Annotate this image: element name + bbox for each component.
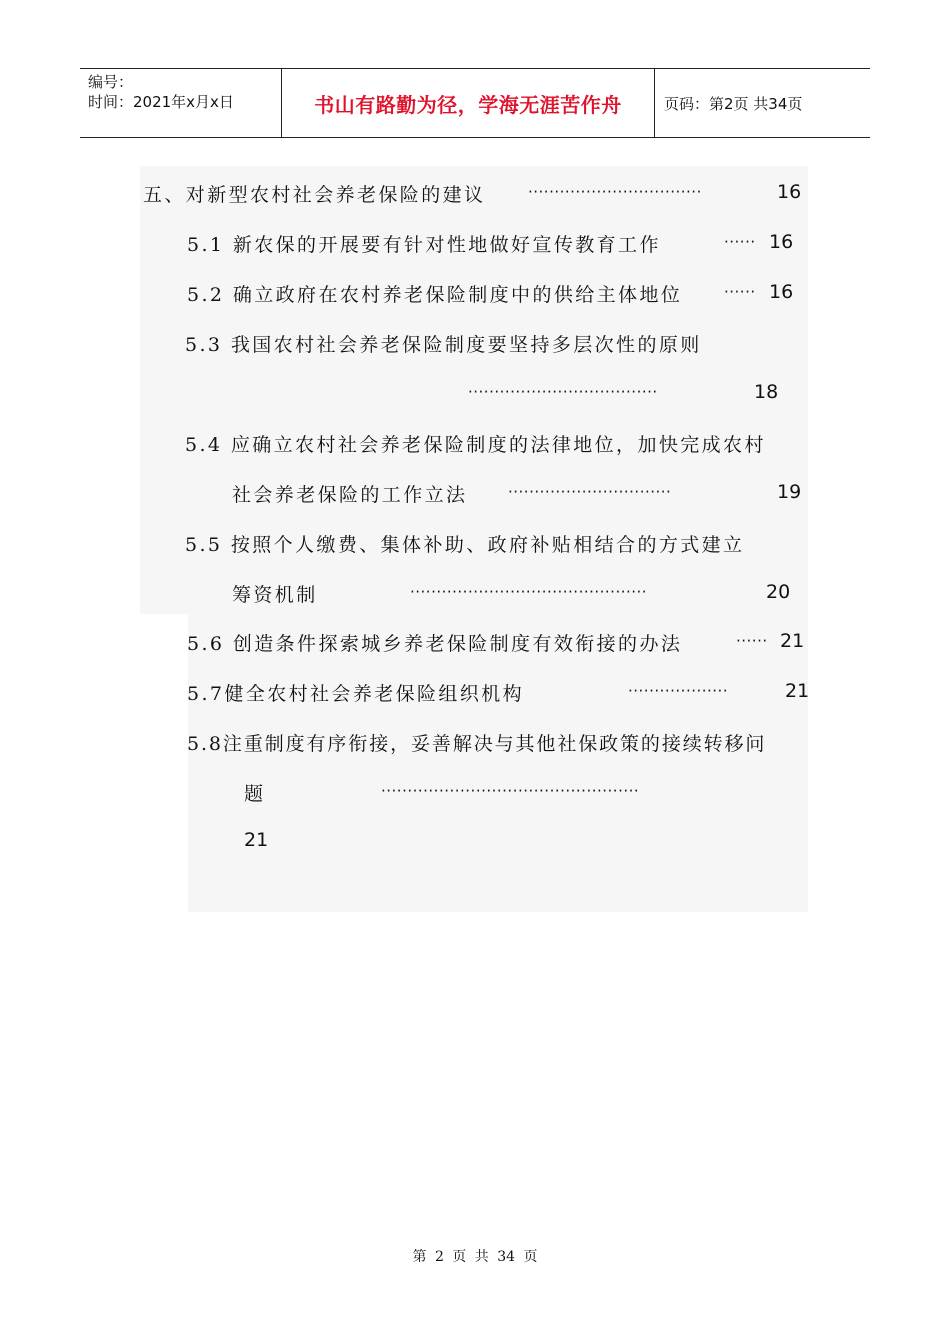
toc-background xyxy=(140,314,808,614)
toc-entry-title-continued: 社会养老保险的工作立法 xyxy=(232,484,468,506)
toc-page-number: 16 xyxy=(777,181,802,203)
toc-page-number: 16 xyxy=(769,231,794,253)
toc-page-number: 21 xyxy=(244,829,269,851)
header-motto: 书山有路勤为径，学海无涯苦作舟 xyxy=(314,92,622,117)
toc-entry-title: 5.5 按照个人缴费、集体补助、政府补贴相结合的方式建立 xyxy=(185,534,745,556)
header-divider xyxy=(654,69,655,137)
toc-entry-title: 5.7健全农村社会养老保险组织机构 xyxy=(187,683,525,705)
toc-leader-dots: ································· xyxy=(528,183,702,201)
toc-entry-title: 5.3 我国农村社会养老保险制度要坚持多层次性的原则 xyxy=(185,334,702,356)
header-meta xyxy=(88,72,234,112)
toc-leader-dots: ··················· xyxy=(628,682,729,700)
serial-label: 编号： xyxy=(88,73,134,91)
toc-page-number: 21 xyxy=(780,630,805,652)
toc-page-number: 20 xyxy=(766,581,791,603)
toc-entry-title: 5.1 新农保的开展要有针对性地做好宣传教育工作 xyxy=(187,234,661,256)
toc-page-number: 21 xyxy=(785,680,810,702)
toc-leader-dots: ······························· xyxy=(508,483,672,501)
toc-background xyxy=(188,614,808,912)
toc-page-number: 16 xyxy=(769,281,794,303)
toc-entry-title: 5.2 确立政府在农村养老保险制度中的供给主体地位 xyxy=(187,284,683,306)
date-line: 时间：2021年x月x日 xyxy=(88,93,234,111)
toc-leader-dots: ······ xyxy=(724,283,756,301)
toc-leader-dots: ···································· xyxy=(468,383,658,401)
toc-leader-dots: ················································· xyxy=(381,782,640,800)
document-header xyxy=(80,68,870,138)
toc-entry-title: 五、对新型农村社会养老保险的建议 xyxy=(143,184,486,206)
toc-entry-title: 5.6 创造条件探索城乡养老保险制度有效衔接的办法 xyxy=(187,633,683,655)
toc-page-number: 19 xyxy=(777,481,802,503)
toc-leader-dots: ······ xyxy=(724,233,756,251)
toc-entry-title: 5.8注重制度有序衔接，妥善解决与其他社保政策的接续转移问 xyxy=(187,733,767,755)
toc-leader-dots: ······ xyxy=(736,632,768,650)
toc-leader-dots: ············································· xyxy=(410,583,648,601)
toc-entry-title-continued: 筹资机制 xyxy=(232,584,318,606)
toc-entry-title: 5.4 应确立农村社会养老保险制度的法律地位，加快完成农村 xyxy=(185,434,766,456)
toc-page-number: 18 xyxy=(754,381,779,403)
page-footer: 第 2 页 共 34 页 xyxy=(412,1249,538,1265)
toc-entry-title-continued: 题 xyxy=(244,783,266,805)
header-page-info: 页码：第2页 共34页 xyxy=(664,94,803,113)
